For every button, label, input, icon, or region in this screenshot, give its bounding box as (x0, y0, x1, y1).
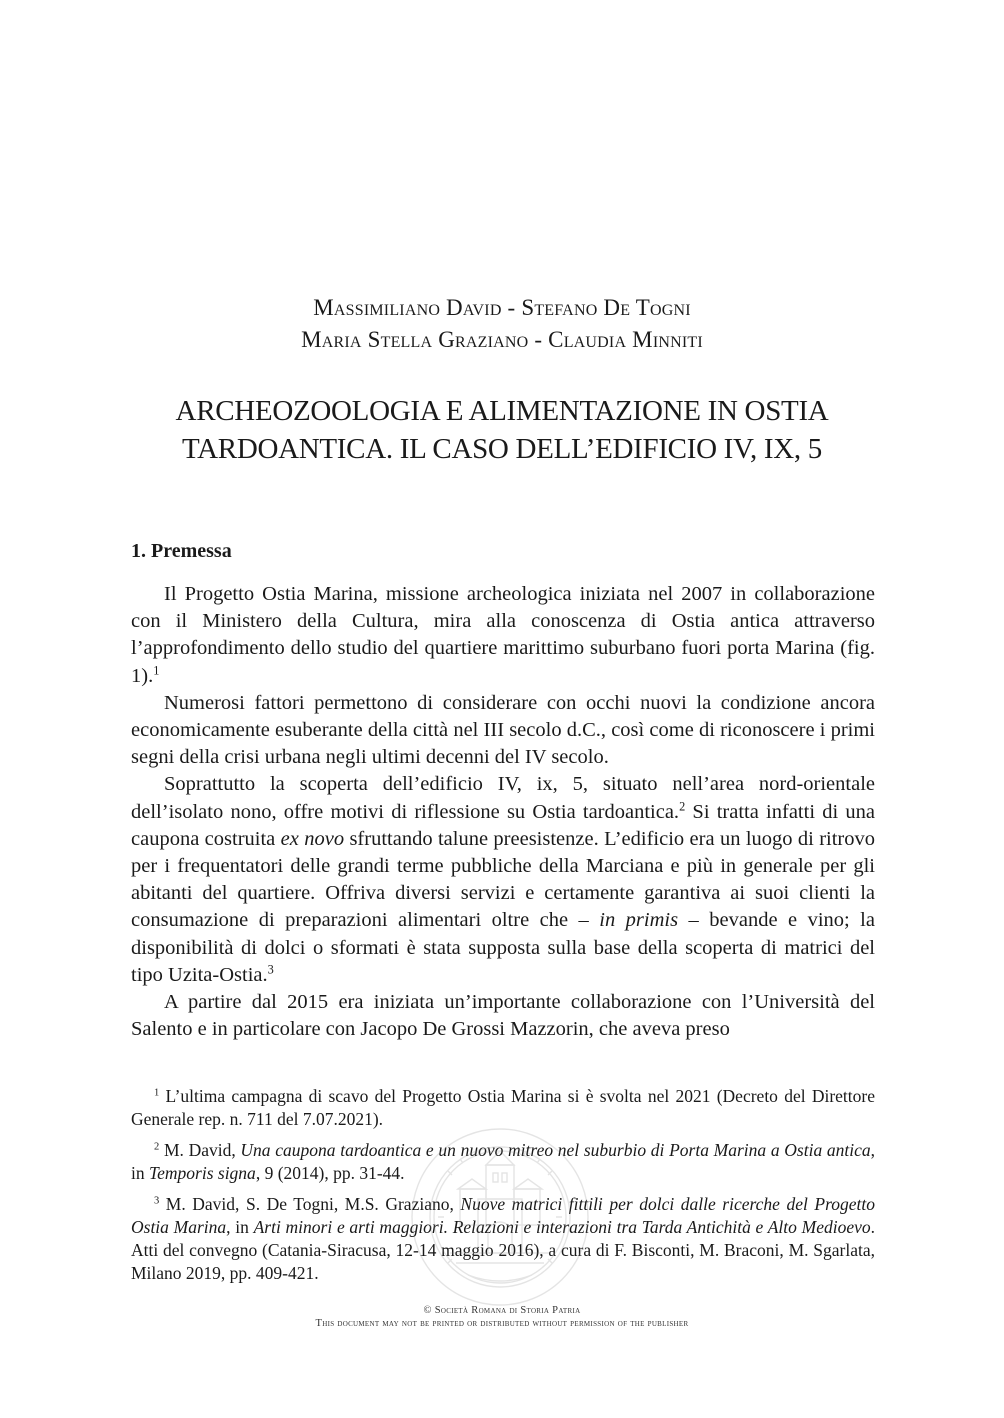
author-list (0, 292, 1004, 356)
paragraph-4: A partire dal 2015 era iniziata un’importante collaborazione con l’Università del Salento e in particolare con Jacopo De Grossi Mazzorin, che aveva preso (131, 991, 875, 1041)
footnote-ref-3[interactable]: 3 (267, 962, 274, 977)
footnote-2: $^2$ M. David, Una caupona tardoantica e un nuovo mitreo nel suburbio di Porta Marina a Ostia antica, in Temporis signa, 9 (2014), pp. 31-44. (131, 1140, 876, 1183)
title-line-2: TARDOANTICA. IL CASO DELL’EDIFICIO IV, IX, 5 (182, 433, 822, 465)
title-line-1: ARCHEOZOOLOGIA E ALIMENTAZIONE IN OSTIA (175, 395, 829, 427)
paragraph-2: Numerosi fattori permettono di considerare con occhi nuovi la condizione ancora economicamente esuberante della città nel III secolo d.C., così come di riconoscere i primi segni della crisi urbana negli ultimi decenni del IV secolo. (131, 691, 875, 769)
section-heading: 1. Premessa (131, 540, 232, 562)
paragraph-3: Soprattutto la scoperta dell’edificio IV, ix, 5, situato nell’area nord-orientale dell’isolato nono, offre motivi di riflessione su Ostia tardoantica.$^2$ Si tratta infatti di una caupona costruita ex novo sfruttando talune preesistenze. L’edificio era un luogo di ritrovo per i frequentatori delle grandi terme pubbliche della Marciana e più in generale per gli abitanti del quartiere. Offriva diversi servizi e certamente garantiva ai suoi clienti la consumazione di preparazioni alimentari oltre che – in primis – bevande e vino; la disponibilità di dolci o sformati è stata supposta sulla base della scoperta di matrici del tipo Uzita-Ostia.$^3$ (131, 773, 876, 986)
footnote-ref-2[interactable]: 2 (679, 799, 686, 814)
body-text (131, 581, 875, 1043)
page-footer (0, 1304, 1004, 1330)
copyright-notice: © Società Romana di Storia Patria (423, 1305, 581, 1316)
distribution-notice: This document may not be printed or distributed without permission of the publisher (315, 1318, 689, 1329)
footnote-number: 3 (154, 1195, 160, 1207)
footnote-ref-1[interactable]: 1 (153, 663, 160, 678)
article-title (0, 392, 1004, 468)
footnote-number: 2 (154, 1141, 160, 1153)
footnote-1: $^1$ L’ultima campagna di scavo del Progetto Ostia Marina si è svolta nel 2021 (Decreto del Direttore Generale rep. n. 711 del 7.07.2021). (131, 1086, 875, 1129)
authors-line-2: Maria Stella Graziano - Claudia Minniti (301, 327, 703, 352)
footnote-number: 1 (154, 1087, 160, 1099)
footnote-3: $^3$ M. David, S. De Togni, M.S. Graziano, Nuove matrici fittili per dolci dalle ricerche del Progetto Ostia Marina, in Arti minori e arti maggiori. Relazioni e interazioni tra Tarda Antichità e Alto Medioevo. Atti del convegno (Catania-Siracusa, 12-14 maggio 2016), a cura di F. Bisconti, M. Braconi, M. Sgarlata, Milano 2019, pp. 409-421. (131, 1194, 876, 1283)
footnotes (131, 1085, 875, 1293)
paragraph-1: Il Progetto Ostia Marina, missione archeologica iniziata nel 2007 in collaborazione con il Ministero della Cultura, mira alla conoscenza di Ostia antica attraverso l’approfondimento dello studio del quartiere marittimo suburbano fuori porta Marina (fig. 1).$^1$ (131, 583, 875, 687)
authors-line-1: Massimiliano David - Stefano De Togni (313, 295, 691, 320)
